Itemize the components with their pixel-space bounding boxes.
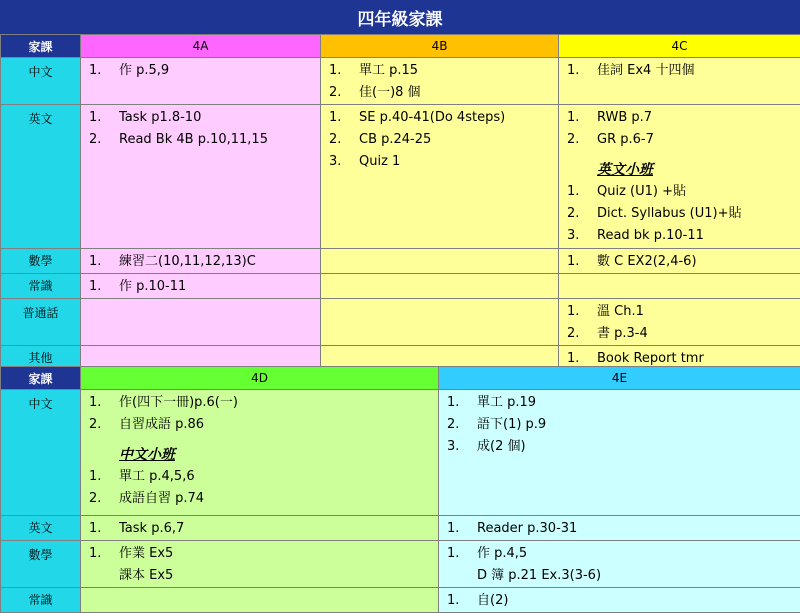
homework-item: 2. GR p.6-7 <box>559 129 800 151</box>
page-title: 四年級家課 <box>0 0 800 34</box>
homework-item: 2. Read Bk 4B p.10,11,15 <box>81 129 320 151</box>
homework-item: 2. CB p.24-25 <box>321 129 558 151</box>
homework-item: 1. 作 p.5,9 <box>81 60 320 82</box>
homework-item: 1. Quiz (U1) +貼 <box>559 181 800 203</box>
homework-table-4abc <box>0 34 800 371</box>
homework-cell-4a <box>81 249 321 274</box>
homework-item: 2. 佳(一)8 個 <box>321 82 558 104</box>
homework-cell-4b <box>321 274 559 299</box>
homework-item: 1. 單工 p.15 <box>321 60 558 82</box>
homework-cell-4a <box>81 299 321 346</box>
homework-cell-4d <box>81 588 439 613</box>
homework-cell-4d <box>81 516 439 541</box>
homework-cell-4e <box>439 390 800 516</box>
header-class-4a: 4A <box>81 35 321 58</box>
subject-label: 其他 <box>1 346 81 371</box>
subject-label: 英文 <box>1 516 81 541</box>
subject-label: 常識 <box>1 274 81 299</box>
homework-item: 1. 作 p.10-11 <box>81 276 320 298</box>
header-class-4e: 4E <box>439 367 800 390</box>
homework-item: 1. 單工 p.19 <box>439 392 800 414</box>
homework-item: 1. 作 p.4,5 <box>439 543 800 565</box>
small-class-subtitle: 中文小班 <box>81 444 438 466</box>
homework-table-4de <box>0 366 800 613</box>
homework-cell-4c <box>559 274 800 299</box>
homework-item: 3. Read bk p.10-11 <box>559 225 800 247</box>
homework-cell-4b <box>321 249 559 274</box>
homework-item: 2. 書 p.3-4 <box>559 323 800 345</box>
homework-cell-4e <box>439 541 800 588</box>
table-row <box>1 588 800 613</box>
header-class-4d: 4D <box>81 367 439 390</box>
homework-cell-4b <box>321 299 559 346</box>
homework-cell-4c <box>559 249 800 274</box>
homework-cell-4c <box>559 58 800 105</box>
small-class-subtitle: 英文小班 <box>559 159 800 181</box>
homework-item: 1. Task p.6,7 <box>81 518 438 540</box>
header-class-4b: 4B <box>321 35 559 58</box>
homework-item: 1. SE p.40-41(Do 4steps) <box>321 107 558 129</box>
table-row <box>1 58 800 105</box>
homework-cell-4a <box>81 105 321 249</box>
homework-item: 1. 單工 p.4,5,6 <box>81 466 438 488</box>
subject-label: 英文 <box>1 105 81 249</box>
homework-item: 1. 數 C EX2(2,4-6) <box>559 251 800 273</box>
homework-cell-4b <box>321 105 559 249</box>
homework-item: 1. 溫 Ch.1 <box>559 301 800 323</box>
homework-item: 3. 成(2 個) <box>439 436 800 458</box>
homework-item: 1. Task p1.8-10 <box>81 107 320 129</box>
homework-cell-4d <box>81 541 439 588</box>
homework-item: 1. 練習二(10,11,12,13)C <box>81 251 320 273</box>
homework-item: 1. 佳詞 Ex4 十四個 <box>559 60 800 82</box>
table-row <box>1 299 800 346</box>
subject-label: 常識 <box>1 588 81 613</box>
homework-cell-4c <box>559 299 800 346</box>
homework-item: 1. Book Report tmr <box>559 348 800 370</box>
table-header-row <box>1 367 800 390</box>
subject-label: 中文 <box>1 390 81 516</box>
table-row <box>1 541 800 588</box>
homework-item: 2. 語下(1) p.9 <box>439 414 800 436</box>
homework-cell-4e <box>439 588 800 613</box>
header-subject: 家課 <box>1 367 81 390</box>
homework-cell-4c <box>559 105 800 249</box>
homework-item: 2. 自習成語 p.86 <box>81 414 438 436</box>
homework-item: 1. 自(2) <box>439 590 800 612</box>
homework-cell-4b <box>321 58 559 105</box>
table-header-row <box>1 35 800 58</box>
homework-item: 1. 作業 Ex5 <box>81 543 438 565</box>
table-row <box>1 390 800 516</box>
homework-item: 1. 作(四下一冊)p.6(一) <box>81 392 438 414</box>
homework-cell-4a <box>81 274 321 299</box>
header-class-4c: 4C <box>559 35 800 58</box>
homework-item: 1. RWB p.7 <box>559 107 800 129</box>
table-row <box>1 105 800 249</box>
homework-cell-4e <box>439 516 800 541</box>
homework-cell-4a <box>81 58 321 105</box>
subject-label: 數學 <box>1 249 81 274</box>
subject-label: 普通話 <box>1 299 81 346</box>
homework-item: 2. 成語自習 p.74 <box>81 488 438 510</box>
header-subject: 家課 <box>1 35 81 58</box>
subject-label: 中文 <box>1 58 81 105</box>
table-row <box>1 249 800 274</box>
table-row <box>1 274 800 299</box>
homework-item-continuation: 課本 Ex5 <box>81 565 438 587</box>
homework-item: 1. Reader p.30-31 <box>439 518 800 540</box>
table-row <box>1 516 800 541</box>
homework-item: 2. Dict. Syllabus (U1)+貼 <box>559 203 800 225</box>
homework-cell-4d <box>81 390 439 516</box>
homework-item-continuation: D 簿 p.21 Ex.3(3-6) <box>439 565 800 587</box>
subject-label: 數學 <box>1 541 81 588</box>
homework-item: 3. Quiz 1 <box>321 151 558 173</box>
